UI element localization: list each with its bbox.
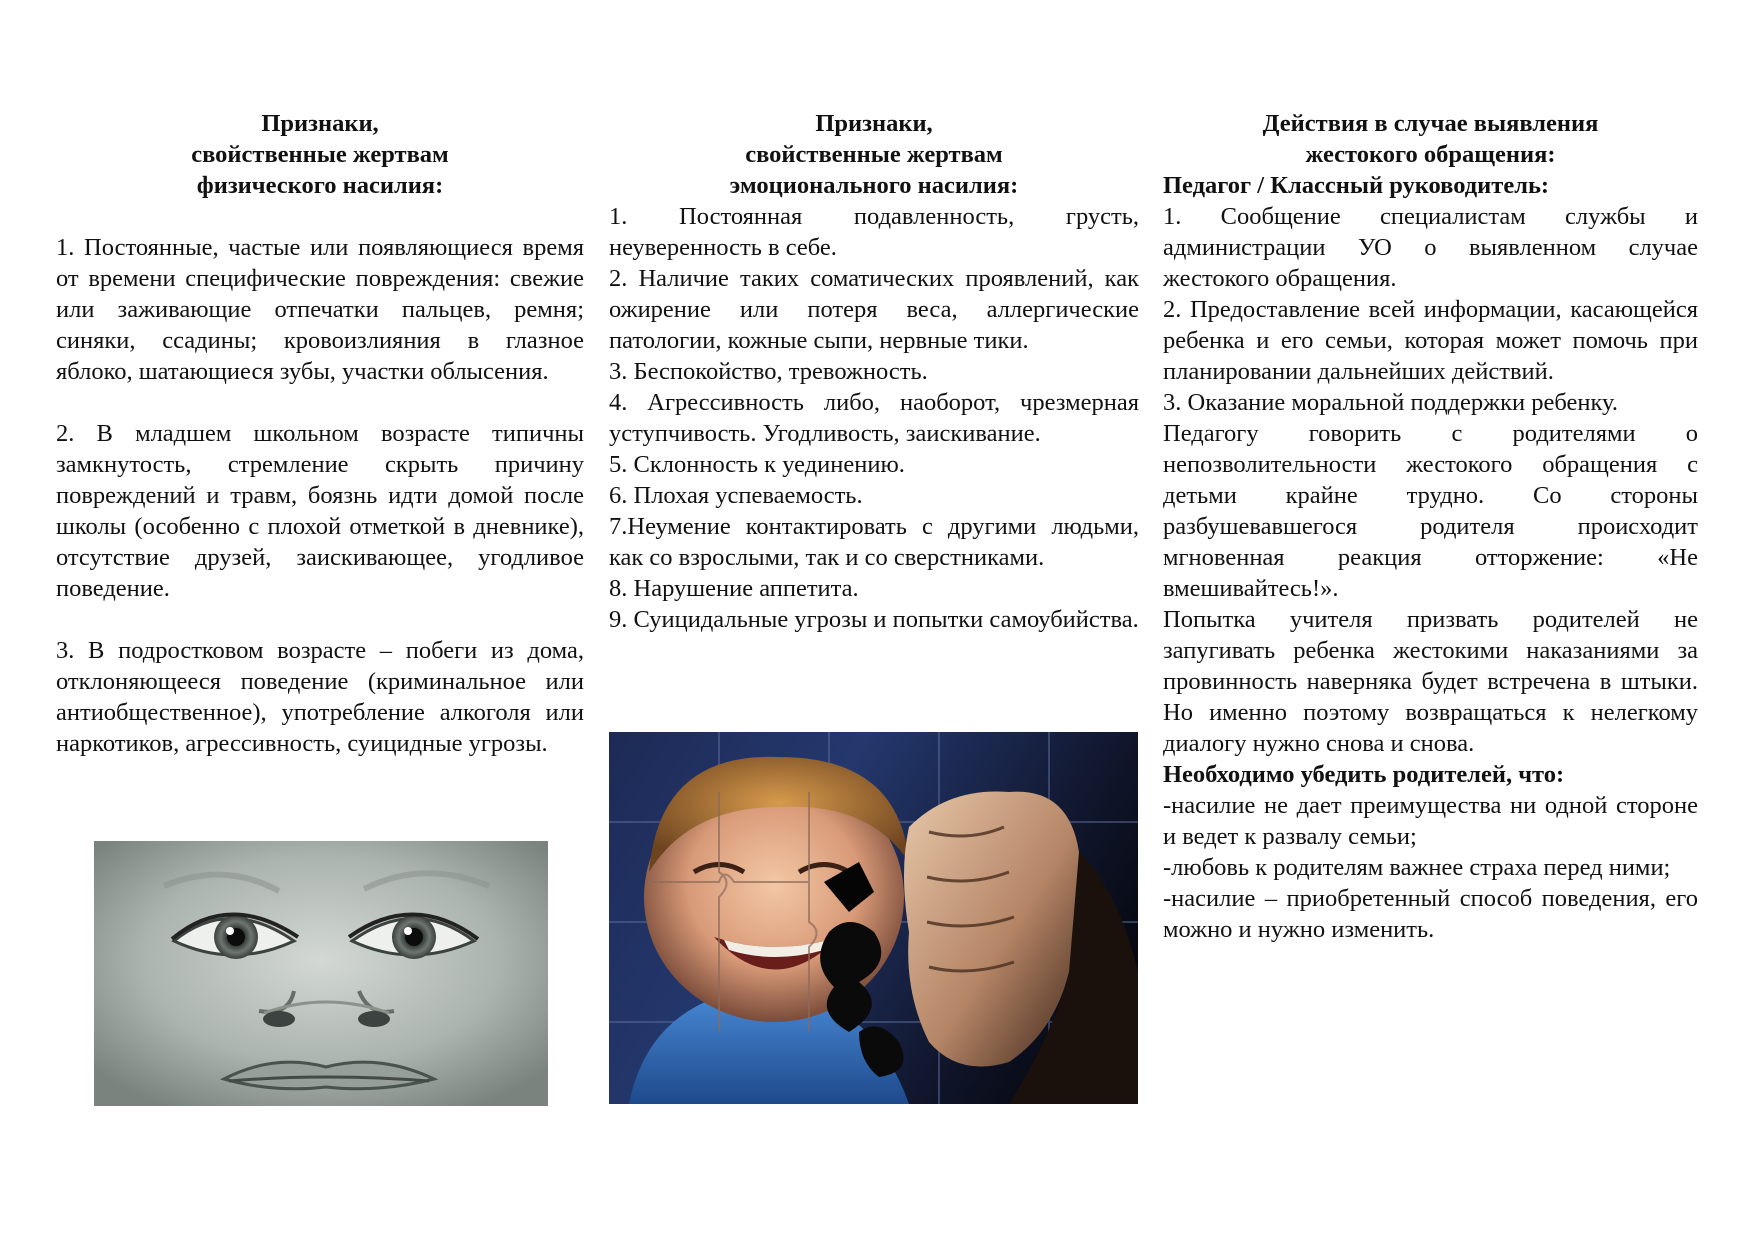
- emotional-sign-item: 6. Плохая успеваемость.: [609, 482, 863, 509]
- emotional-sign-item: 2. Наличие таких соматических проявлений, как ожирение или потеря веса, аллергические патологии, кожные сыпи, нервные тики.: [609, 265, 1139, 354]
- convince-heading: Необходимо убедить родителей, что:: [1163, 761, 1565, 788]
- convince-item: -насилие – приобретенный способ поведения, его можно и нужно изменить.: [1163, 885, 1698, 943]
- child-face-drawing-image: [94, 841, 548, 1106]
- emotional-abuse-title: [609, 108, 1139, 201]
- column-emotional-abuse: [609, 108, 1139, 635]
- physical-abuse-title: [56, 108, 584, 201]
- title-line: Признаки,: [815, 110, 933, 137]
- convince-item: -любовь к родителям важнее страха перед ними;: [1163, 854, 1671, 881]
- title-line: физического насилия:: [196, 172, 444, 199]
- title-line: свойственные жертвам: [745, 141, 1003, 168]
- convince-item: -насилие не дает преимущества ни одной стороне и ведет к развалу семьи;: [1163, 792, 1698, 850]
- actions-subtitle: Педагог / Классный руководитель:: [1163, 172, 1550, 199]
- physical-sign-paragraph: 3. В подростковом возрасте – побеги из дома, отклоняющееся поведение (криминальное или антиобщественное), употребление алкоголя или наркотиков, агрессивность, суицидные угрозы.: [56, 637, 584, 757]
- title-line: свойственные жертвам: [191, 141, 449, 168]
- action-item: Попытка учителя призвать родителей не запугивать ребенка жестокими наказаниями за провинность наверняка будет встречена в штыки. Но именно поэтому возвращаться к нелегкому диалогу нужно снова и снова.: [1163, 606, 1698, 757]
- emotional-sign-item: 4. Агрессивность либо, наоборот, чрезмерная уступчивость. Угодливость, заискивание.: [609, 389, 1139, 447]
- column-physical-abuse: [56, 108, 584, 759]
- title-line: Признаки,: [261, 110, 379, 137]
- emotional-sign-item: 9. Суицидальные угрозы и попытки самоубийства.: [609, 606, 1139, 633]
- physical-sign-paragraph: 1. Постоянные, частые или появляющиеся время от времени специфические повреждения: свежие или заживающие отпечатки пальцев, ремня; синяки, ссадины; кровоизлияния в глазное яблоко, шатающиеся зубы, участки облысения.: [56, 234, 584, 385]
- action-item: 3. Оказание моральной поддержки ребенку.: [1163, 389, 1618, 416]
- title-line: Действия в случае выявления: [1262, 110, 1599, 137]
- action-item: Педагогу говорить с родителями о непозволительности жестокого обращения с детьми крайне трудно. Со стороны разбушевавшегося родителя происходит мгновенная реакция отторжение: «Не вмешивайтесь!».: [1163, 420, 1698, 602]
- action-item: 1. Сообщение специалистам службы и администрации УО о выявленном случае жестокого обращения.: [1163, 203, 1698, 292]
- emotional-sign-item: 7.Неумение контактировать с другими людьми, как со взрослыми, так и со сверстниками.: [609, 513, 1139, 571]
- emotional-sign-item: 3. Беспокойство, тревожность.: [609, 358, 928, 385]
- child-puzzle-fist-image: [609, 732, 1138, 1104]
- emotional-sign-item: 5. Склонность к уединению.: [609, 451, 905, 478]
- title-line: эмоционального насилия:: [729, 172, 1019, 199]
- actions-title: [1163, 108, 1698, 170]
- emotional-sign-item: 1. Постоянная подавленность, грусть, неуверенность в себе.: [609, 203, 1139, 261]
- title-line: жестокого обращения:: [1305, 141, 1556, 168]
- emotional-sign-item: 8. Нарушение аппетита.: [609, 575, 859, 602]
- action-item: 2. Предоставление всей информации, касающейся ребенка и его семьи, которая может помочь при планировании дальнейших действий.: [1163, 296, 1698, 385]
- column-actions: [1163, 108, 1698, 945]
- physical-sign-paragraph: 2. В младшем школьном возрасте типичны замкнутость, стремление скрыть причину повреждений и травм, боязнь идти домой после школы (особенно с плохой отметкой в дневнике), отсутствие друзей, заискивающее, угодливое поведение.: [56, 420, 584, 602]
